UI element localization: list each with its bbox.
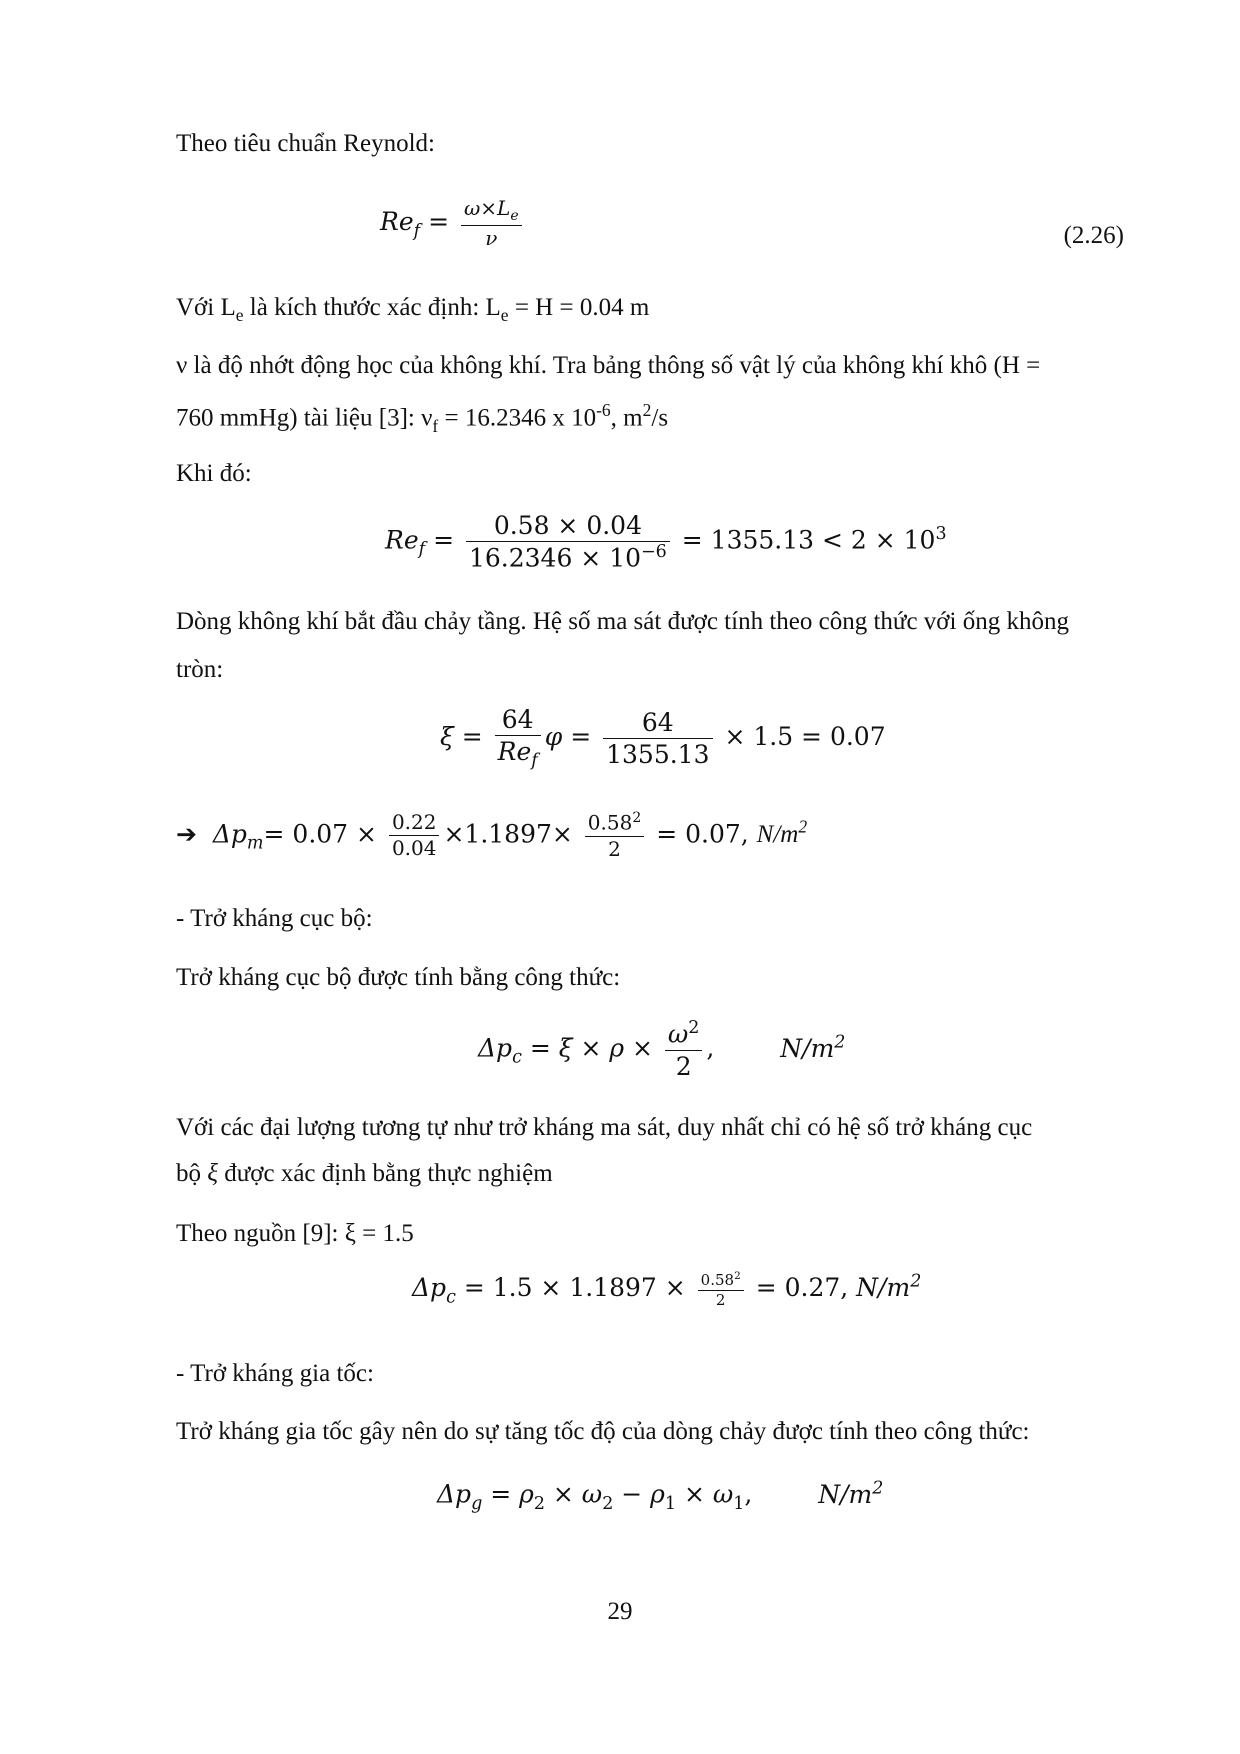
paragraph-laminar-flow-line2: tròn: (176, 656, 224, 683)
paragraph-viscosity-line2: 760 mmHg) tài liệu [3]: $\nu_f = 16.2346$ x $10^{-6}$, $m^2/s$ (176, 400, 669, 436)
equation-local-resistance: $\Delta p_c = \xi \times \rho$ × $\frac{\omega^2}{2}$ , $N/m^2$ (478, 1018, 846, 1081)
paragraph-source-xi: Theo nguồn [9]: ξ = 1.5 (176, 1220, 414, 1247)
paragraph-characteristic-length: Với $L_e$ là kích thước xác định: $L_e = H = 0.04$ m (176, 294, 650, 326)
equation-acceleration-resistance: $\Delta p_g = \rho_2 \times \omega_2 - \rho_1 \times \omega_1$, $N/m^2$ (437, 1478, 884, 1514)
paragraph-khi-do: Khi đó: (176, 460, 252, 487)
equation-friction-coefficient: ξ = $\frac{64}{Re_f}$ φ = $\frac{64}{1355.13}$ × 1.5 = 0.07 (440, 705, 886, 772)
page-number: 29 (607, 1598, 633, 1625)
paragraph-acceleration-resistance-formula: Trở kháng gia tốc gây nên do sự tăng tốc độ của dòng chảy được tính theo công thức: (176, 1418, 1030, 1445)
fraction: $\frac{0.58 \times 0.04}{16.2346 \times 10^{-6}}$ (466, 510, 670, 574)
equation-friction-pressure-drop: ➔ $\Delta p_m= 0.07$ × $\frac{0.22}{0.04}$ ×1.1897× $\frac{0.58^2}{2}$ = 0.07, $N/m^2$ (176, 810, 808, 861)
paragraph-local-resistance-formula: Trở kháng cục bộ được tính bằng công thức: (176, 964, 621, 991)
paragraph-local-resistance-coefficient-line1: Với các đại lượng tương tự như trở kháng ma sát, duy nhất chỉ có hệ số trở kháng cục (176, 1114, 1033, 1141)
paragraph-laminar-flow-line1: Dòng không khí bắt đầu chảy tầng. Hệ số ma sát được tính theo công thức với ống không (176, 608, 1069, 635)
arrow-right-icon: ➔ (176, 819, 197, 849)
fraction: $\frac{64}{Re_f}$ (495, 704, 541, 773)
equation-reynolds-value: $Re_f$ = $\frac{0.58 \times 0.04}{16.2346 \times 10^{-6}}$ = $1355.13 < 2 \times 10^3$ (385, 511, 947, 573)
heading-local-resistance: - Trở kháng cục bộ: (176, 905, 373, 932)
paragraph-local-resistance-coefficient-line2: bộ ξ được xác định bằng thực nghiệm (176, 1160, 553, 1187)
fraction: $\frac{0.58^2}{2}$ (585, 810, 644, 862)
paragraph-viscosity-line1: ν là độ nhớt động học của không khí. Tra bảng thông số vật lý của không khí khô (H = (176, 352, 1041, 379)
equation-local-resistance-value: $\Delta p_c = 1.5 \times 1.1897$ × $\frac{0.58^2}{2}$ = 0.27, $N/m^2$ (412, 1270, 922, 1309)
fraction: $\frac{\omega^2}{2}$ (665, 1018, 703, 1082)
heading-acceleration-resistance: - Trở kháng gia tốc: (176, 1360, 374, 1387)
fraction: $\frac{64}{1355.13}$ (603, 707, 712, 771)
fraction: $\frac{\omega\times L_e}{\nu}$ (461, 196, 522, 251)
paragraph-reynold-intro: Theo tiêu chuẩn Reynold: (176, 130, 435, 157)
equation-reynolds-definition: $Re_f$ = $\frac{\omega\times L_e}{\nu}$ (380, 196, 526, 251)
equation-number: (2.26) (1063, 222, 1124, 249)
fraction: $\frac{0.22}{0.04}$ (389, 810, 440, 861)
fraction: $\frac{0.58^2}{2}$ (698, 1270, 744, 1309)
